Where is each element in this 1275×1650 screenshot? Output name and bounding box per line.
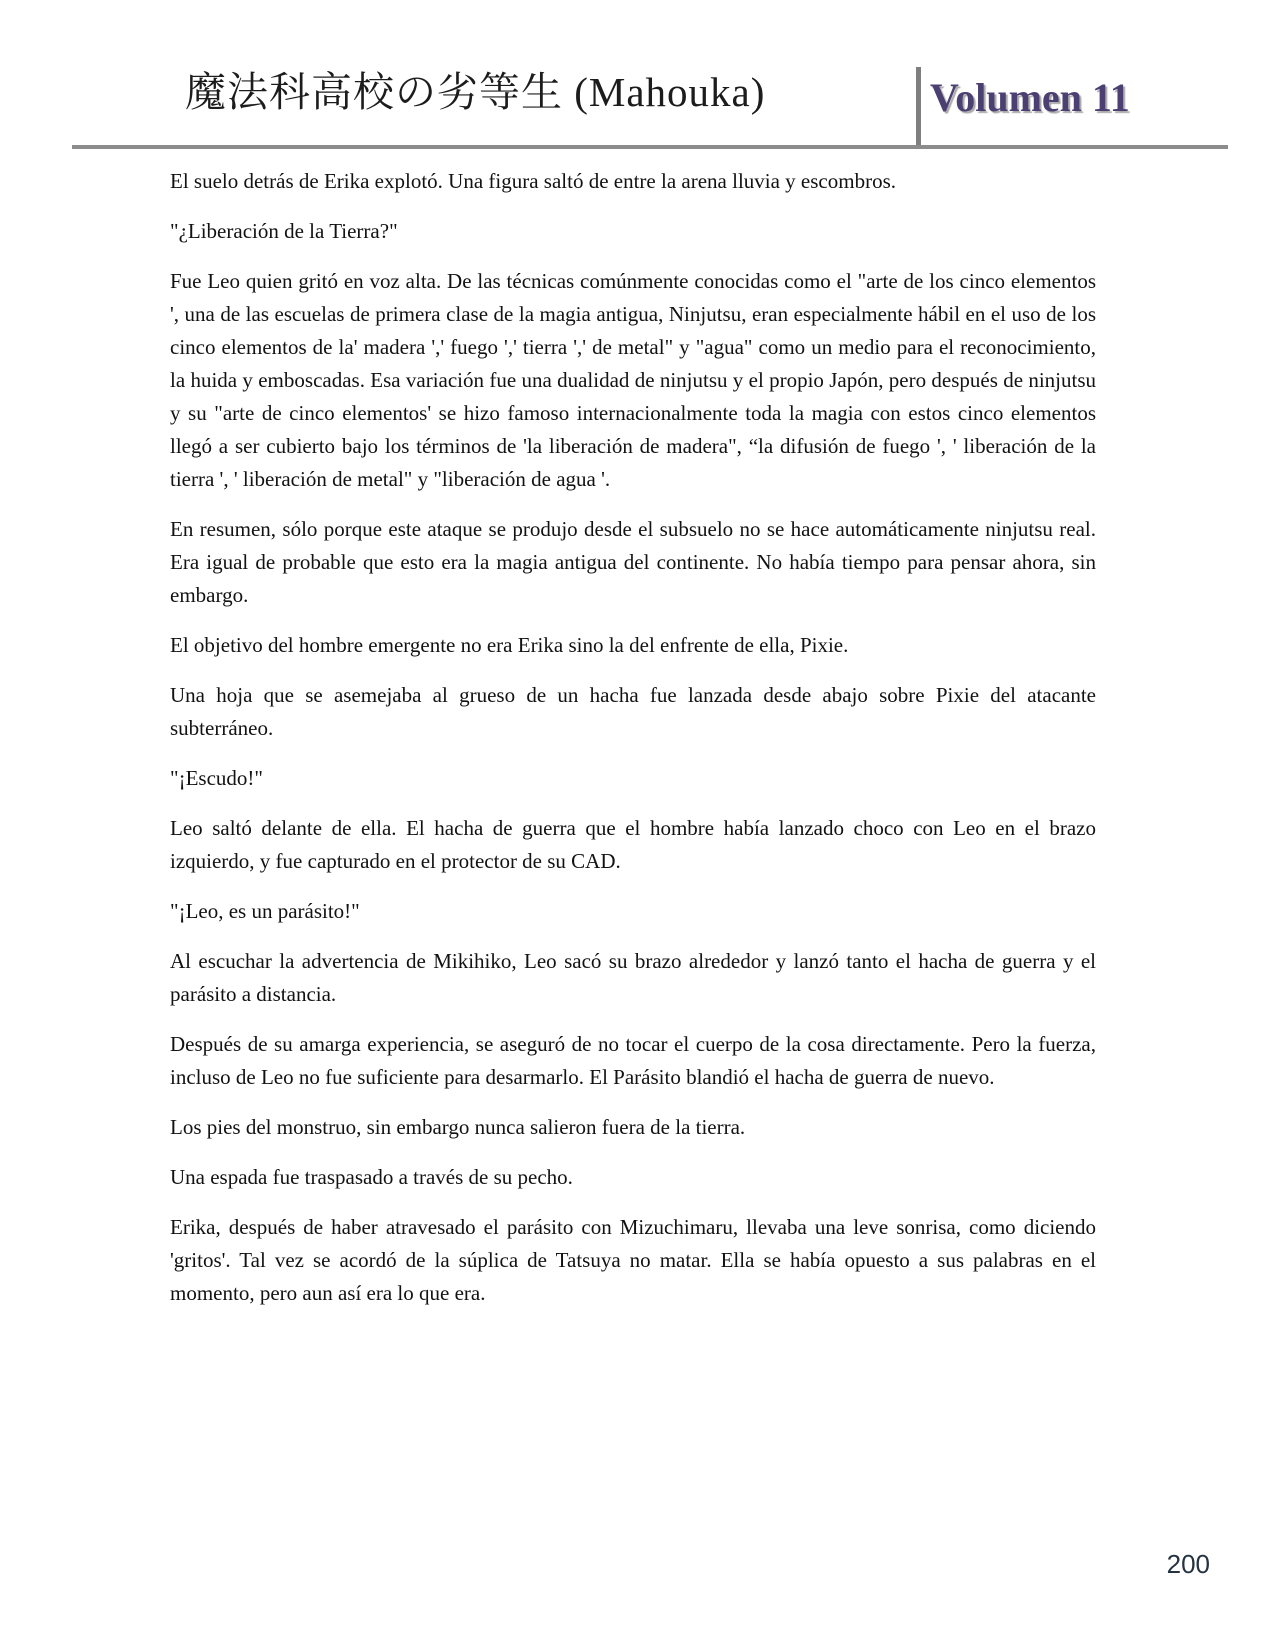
paragraph: En resumen, sólo porque este ataque se produjo desde el subsuelo no se hace automáticamente ninjutsu real. Era igual de probable que esto era la magia antigua del continente. No había tiempo para pensar ahora, sin embargo. xyxy=(170,517,1096,607)
paragraph: El suelo detrás de Erika explotó. Una figura saltó de entre la arena lluvia y escombros. xyxy=(170,169,896,193)
paragraph: "¿Liberación de la Tierra?" xyxy=(170,219,398,243)
header-horizontal-rule xyxy=(72,145,1228,149)
paragraph: Erika, después de haber atravesado el parásito con Mizuchimaru, llevaba una leve sonrisa, como diciendo 'gritos'. Tal vez se acordó de la súplica de Tatsuya no matar. Ella se había opuesto a sus palabras en el momento, pero aun así era lo que era. xyxy=(170,1215,1096,1305)
paragraph: Una hoja que se asemejaba al grueso de un hacha fue lanzada desde abajo sobre Pixie del atacante subterráneo. xyxy=(170,683,1096,740)
paragraph: El objetivo del hombre emergente no era Erika sino la del enfrente de ella, Pixie. xyxy=(170,633,849,657)
page-number: 200 xyxy=(1166,1549,1210,1579)
document-title: 魔法科高校の劣等生 (Mahouka) xyxy=(185,69,766,115)
paragraph: Una espada fue traspasado a través de su pecho. xyxy=(170,1165,573,1189)
paragraph: "¡Leo, es un parásito!" xyxy=(170,899,360,923)
header-vertical-divider xyxy=(916,67,921,148)
paragraph: Los pies del monstruo, sin embargo nunca salieron fuera de la tierra. xyxy=(170,1115,746,1139)
paragraph: Al escuchar la advertencia de Mikihiko, Leo sacó su brazo alrededor y lanzó tanto el hacha de guerra y el parásito a distancia. xyxy=(170,949,1096,1006)
page-header xyxy=(0,0,1275,150)
paragraph: "¡Escudo!" xyxy=(170,766,263,790)
paragraph: Fue Leo quien gritó en voz alta. De las técnicas comúnmente conocidas como el "arte de los cinco elementos ', una de las escuelas de primera clase de la magia antigua, Ninjutsu, eran especialmente hábil en el uso de los cinco elementos de la' madera ',' fuego ',' tierra ',' de metal" y "agua" como un medio para el reconocimiento, la huida y emboscadas. Esa variación fue una dualidad de ninjutsu y el propio Japón, pero después de ninjutsu y su "arte de cinco elementos' se hizo famoso internacionalmente toda la magia con estos cinco elementos llegó a ser cubierto bajo los términos de 'la liberación de madera", “la difusión de fuego ', ' liberación de la tierra ', ' liberación de metal" y "liberación de agua '. xyxy=(170,269,1096,491)
page-body xyxy=(170,165,1096,1327)
paragraph: Después de su amarga experiencia, se aseguró de no tocar el cuerpo de la cosa directamente. Pero la fuerza, incluso de Leo no fue suficiente para desarmarlo. El Parásito blandió el hacha de guerra de nuevo. xyxy=(170,1032,1096,1089)
volume-label: Volumen 11 xyxy=(930,75,1130,120)
paragraph: Leo saltó delante de ella. El hacha de guerra que el hombre había lanzado choco con Leo en el brazo izquierdo, y fue capturado en el protector de su CAD. xyxy=(170,816,1096,873)
